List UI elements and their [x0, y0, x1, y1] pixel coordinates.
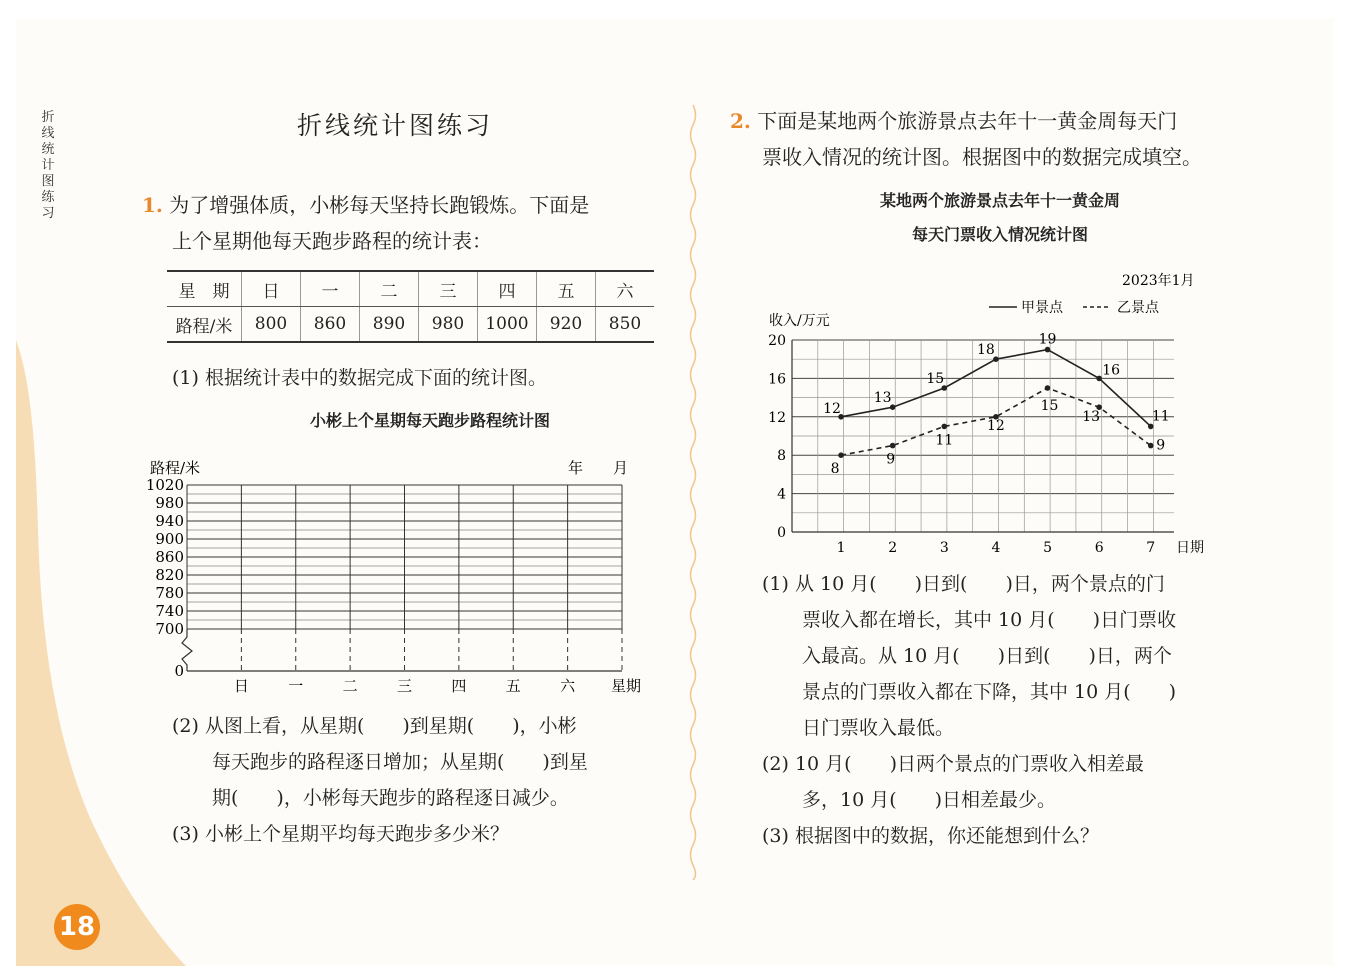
data-point: [1148, 443, 1154, 449]
y-tick-label: 20: [768, 333, 786, 349]
legend-series-b: 乙景点: [1117, 300, 1159, 316]
date-label: 年 月: [568, 459, 629, 477]
q2-sub1-line5: 日门票收入最低。: [802, 717, 955, 739]
legend-series-a: 甲景点: [1021, 300, 1063, 316]
y-tick-label: 12: [768, 409, 786, 426]
q1-line2: 上个星期他每天跑步路程的统计表：: [172, 229, 492, 253]
q1-text1: 为了增强体质，小彬每天坚持长跑锻炼。下面是: [169, 193, 590, 217]
y-tick-label: 980: [155, 494, 184, 512]
data-label: 11: [935, 432, 954, 449]
table-cell: 日: [242, 271, 301, 307]
table-cell: 四: [478, 271, 537, 307]
x-tick-label: 六: [560, 677, 576, 695]
y-tick-label: 780: [155, 584, 184, 602]
data-point: [1148, 424, 1154, 430]
table-cell: 980: [419, 307, 478, 343]
q2-text1: 下面是某地两个旅游景点去年十一黄金周每天门: [757, 109, 1178, 133]
x-tick-label: 三: [396, 677, 413, 695]
data-point: [941, 424, 947, 430]
x-tick-label: 1: [836, 540, 846, 556]
x-tick-label: 日: [233, 677, 249, 695]
row-header-day: 星 期: [167, 271, 242, 307]
page-number: 18: [54, 904, 100, 950]
q1-sub2-line1: (2) 从图上看，从星期( )到星期( )，小彬: [172, 715, 577, 737]
x-axis-label: 星期: [610, 677, 642, 695]
table-cell: 三: [419, 271, 478, 307]
q2-line2: 票收入情况的统计图。根据图中的数据完成填空。: [762, 145, 1202, 169]
x-tick-label: 二: [342, 677, 358, 695]
q2-sub1-line4: 景点的门票收入都在下降，其中 10 月( ): [802, 681, 1177, 703]
page-divider: [686, 105, 700, 880]
x-tick-label: 四: [451, 677, 467, 695]
data-label: 15: [926, 371, 945, 387]
y-tick-label: 700: [155, 620, 184, 638]
chart1-grid: [140, 455, 660, 695]
table-cell: 920: [537, 307, 596, 343]
data-label: 9: [1156, 437, 1166, 454]
data-label: 13: [1082, 409, 1101, 426]
table-row-days: [167, 271, 654, 307]
x-tick-label: 4: [991, 540, 1001, 556]
data-label: 16: [1102, 362, 1121, 379]
data-label: 19: [1038, 331, 1057, 348]
table-cell: 850: [596, 307, 655, 343]
table-cell: 800: [242, 307, 301, 343]
chart2-line-chart: [755, 265, 1215, 565]
x-tick-label: 3: [939, 540, 949, 556]
q2-line1: [730, 103, 1177, 139]
x-tick-label: 一: [288, 677, 304, 695]
y-tick-label: 1020: [145, 476, 184, 494]
y-tick-label: 820: [155, 566, 184, 584]
q2-sub1-line2: 票收入都在增长，其中 10 月( )日门票收: [802, 609, 1177, 631]
side-label: 折线统计图练习: [41, 110, 55, 221]
page-title: 折线统计图练习: [296, 111, 493, 140]
q2-sub2-line1: (2) 10 月( )日两个景点的门票收入相差最: [762, 753, 1144, 775]
running-distance-table: [167, 270, 654, 343]
q2-sub3: (3) 根据图中的数据，你还能想到什么？: [762, 825, 1099, 847]
x-tick-label: 2: [888, 540, 898, 556]
q1-number: 1.: [142, 193, 163, 217]
q1-sub2-line2: 每天跑步的路程逐日增加；从星期( )到星: [212, 751, 588, 773]
y-tick-label: 740: [155, 602, 184, 620]
y-axis-label: 收入/万元: [769, 313, 830, 329]
y-tick-label: 860: [155, 548, 184, 566]
data-point: [1096, 376, 1102, 382]
data-label: 11: [1151, 408, 1170, 425]
data-label: 15: [1040, 398, 1059, 414]
x-tick-label: 6: [1094, 540, 1104, 556]
table-cell: 六: [596, 271, 655, 307]
table-cell: 二: [360, 271, 419, 307]
table-cell: 1000: [478, 307, 537, 343]
chart2-title-line1: 某地两个旅游景点去年十一黄金周: [879, 191, 1120, 210]
data-point: [838, 452, 844, 458]
row-header-distance: 路程/米: [167, 307, 242, 343]
table-row-distance: [167, 307, 654, 343]
table-cell: 860: [301, 307, 360, 343]
data-label: 12: [823, 400, 841, 417]
x-tick-label: 7: [1146, 540, 1156, 556]
q1-sub2-line3: 期( )，小彬每天跑步的路程逐日减少。: [212, 787, 569, 809]
table-cell: 一: [301, 271, 360, 307]
y-tick-label: 940: [155, 512, 184, 530]
y-tick-label: 16: [768, 371, 786, 388]
table-cell: 890: [360, 307, 419, 343]
data-label: 13: [873, 390, 892, 407]
y-axis-label: 路程/米: [150, 459, 201, 477]
data-label: 9: [886, 451, 896, 468]
chart2-title-line2: 每天门票收入情况统计图: [911, 225, 1088, 244]
data-label: 18: [976, 342, 995, 359]
chart1-title: 小彬上个星期每天跑步路程统计图: [309, 411, 550, 430]
y-tick-label: 900: [155, 530, 184, 548]
q1-sub3: (3) 小彬上个星期平均每天跑步多少米？: [172, 823, 509, 845]
q1-sub1: (1) 根据统计表中的数据完成下面的统计图。: [172, 367, 547, 389]
y-tick-label: 0: [777, 525, 786, 541]
y-tick-label: 8: [777, 448, 786, 465]
data-label: 8: [830, 461, 840, 478]
x-axis-label: 日期: [1176, 540, 1204, 556]
y-tick-label: 4: [777, 486, 786, 503]
data-point: [1045, 347, 1051, 353]
q1-line1: [142, 187, 589, 223]
data-point: [890, 443, 896, 449]
data-label: 12: [986, 417, 1005, 434]
date-label: 2023年1月: [1122, 273, 1195, 289]
q2-sub2-line2: 多，10 月( )日相差最少。: [802, 789, 1057, 811]
table-cell: 五: [537, 271, 596, 307]
x-tick-label: 五: [505, 677, 521, 695]
q2-number: 2.: [730, 109, 751, 133]
q2-sub1-line3: 入最高。从 10 月( )日到( )日，两个: [802, 645, 1172, 667]
data-point: [1045, 385, 1051, 391]
q2-sub1-line1: (1) 从 10 月( )日到( )日，两个景点的门: [762, 573, 1165, 595]
x-tick-label: 5: [1043, 540, 1052, 556]
y-tick-label: 0: [174, 662, 184, 680]
